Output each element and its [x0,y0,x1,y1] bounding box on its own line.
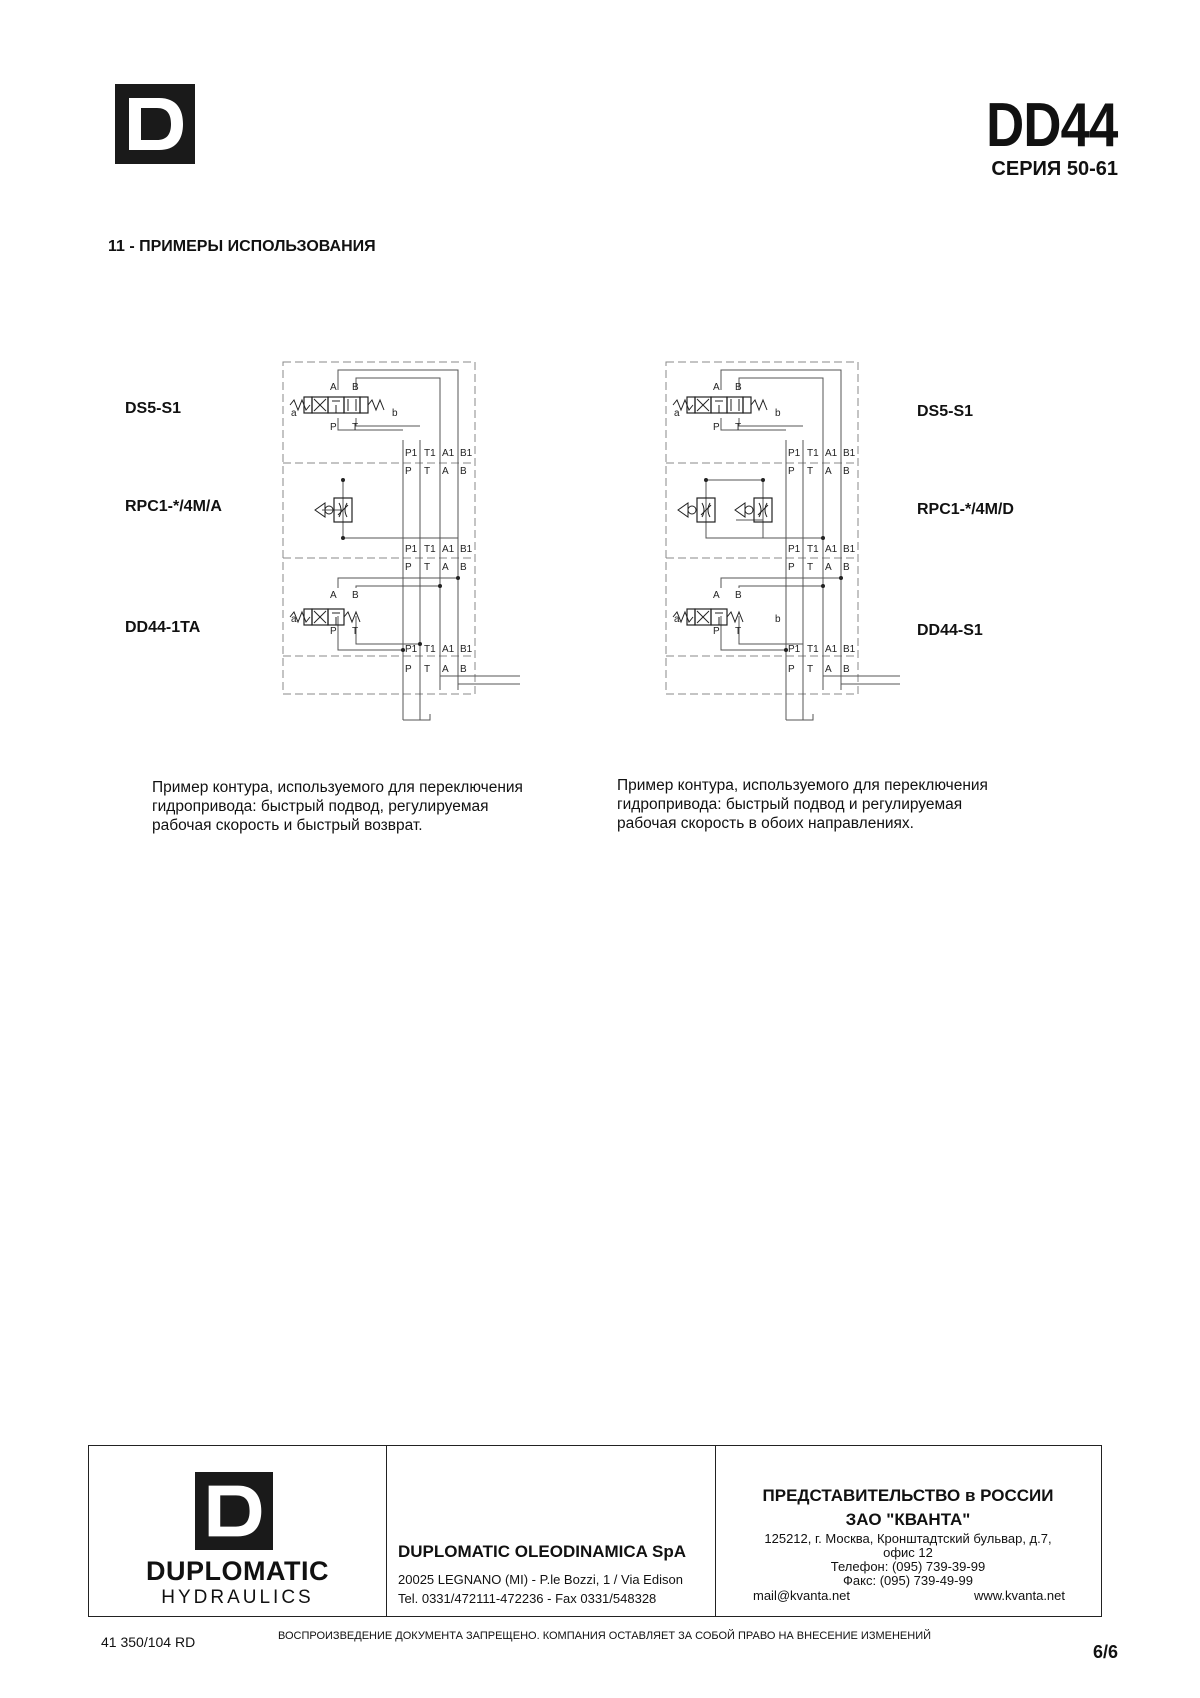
svg-text:B: B [460,562,467,573]
svg-text:T: T [424,664,431,675]
svg-text:a: a [291,408,297,419]
right-caption: Пример контура, используемого для переключения гидропривода: быстрый подвод и регулируемая рабочая скорость в обоих направлениях. [617,777,988,832]
svg-text:A: A [825,664,832,675]
svg-text:b: b [392,408,398,419]
svg-text:B1: B1 [460,644,473,655]
footer-brand-cell [89,1446,387,1616]
document-number: 41 350/104 RD [101,1634,196,1650]
svg-text:P1: P1 [405,448,418,459]
svg-text:P: P [713,422,720,433]
svg-text:a: a [291,614,297,625]
right-label-rpc1: RPC1-*/4M/D [917,501,1014,518]
svg-text:A1: A1 [825,544,838,555]
svg-text:A1: A1 [442,544,455,555]
svg-text:B: B [460,466,467,477]
svg-text:T: T [807,466,814,477]
page-number: 6/6 [1092,1642,1118,1662]
svg-text:b: b [775,614,781,625]
duplomatic-footer-logo [195,1472,273,1550]
svg-text:P1: P1 [788,448,801,459]
svg-text:T1: T1 [424,544,436,555]
svg-text:B: B [843,562,850,573]
left-caption: Пример контура, используемого для переключения гидропривода: быстрый подвод, регулируемая рабочая скорость и быстрый возврат. [152,779,523,834]
svg-text:A: A [713,382,720,393]
section-title: 11 - ПРИМЕРЫ ИСПОЛЬЗОВАНИЯ [108,238,376,255]
svg-text:P1: P1 [405,544,418,555]
svg-text:P1: P1 [788,544,801,555]
svg-text:A: A [442,466,449,477]
svg-text:T1: T1 [424,448,436,459]
svg-text:A: A [825,466,832,477]
svg-text:T1: T1 [807,544,819,555]
svg-text:T1: T1 [807,644,819,655]
rep-email: mail@kvanta.net [753,1588,851,1603]
svg-text:T: T [424,466,431,477]
svg-text:T1: T1 [807,448,819,459]
svg-text:T: T [735,626,742,637]
svg-text:P1: P1 [788,644,801,655]
series-subtitle: СЕРИЯ 50-61 [991,158,1118,180]
svg-text:A1: A1 [825,448,838,459]
svg-text:B1: B1 [460,448,473,459]
svg-text:A1: A1 [442,448,455,459]
svg-text:P: P [330,422,337,433]
svg-text:A: A [330,590,337,601]
svg-text:T: T [807,562,814,573]
svg-text:P: P [405,466,412,477]
right-label-dd44: DD44-S1 [917,622,983,639]
svg-text:b: b [775,408,781,419]
hydraulic-diagrams [0,350,1200,740]
svg-text:B1: B1 [843,644,856,655]
svg-text:P: P [330,626,337,637]
svg-text:T1: T1 [424,644,436,655]
duplomatic-logo [115,84,195,164]
svg-text:P: P [713,626,720,637]
svg-text:a: a [674,614,680,625]
rep-address: 125212, г. Москва, Кронштадтский бульвар, д.7, офис 12 Телефон: (095) 739-39-99 Факс: (095) 739-49-99 [764,1531,1052,1588]
footer-company-cell [386,1446,716,1616]
left-label-ds5: DS5-S1 [125,400,182,417]
svg-text:A: A [442,562,449,573]
svg-text:P1: P1 [405,644,418,655]
company-name: DUPLOMATIC OLEODINAMICA SpA [398,1542,687,1561]
svg-text:P: P [788,664,795,675]
right-label-ds5: DS5-S1 [917,403,974,420]
svg-text:T: T [735,422,742,433]
footer-box [88,1445,1102,1617]
model-title: DD44 [986,91,1118,160]
svg-text:B1: B1 [843,448,856,459]
svg-text:B: B [352,382,359,393]
svg-text:a: a [674,408,680,419]
svg-text:T: T [352,422,359,433]
company-address: 20025 LEGNANO (MI) - P.le Bozzi, 1 / Via Edison Tel. 0331/472111-472236 - Fax 0331/548328 [398,1572,683,1606]
svg-text:B: B [352,590,359,601]
brand-subname: HYDRAULICS [161,1587,314,1608]
svg-text:T: T [352,626,359,637]
svg-text:A: A [330,382,337,393]
svg-text:B1: B1 [843,544,856,555]
svg-text:P: P [788,562,795,573]
svg-text:B: B [460,664,467,675]
rep-website: www.kvanta.net [973,1588,1065,1603]
left-label-rpc1: RPC1-*/4M/A [125,498,222,515]
svg-text:P: P [405,562,412,573]
left-label-dd44: DD44-1TA [125,619,201,636]
svg-text:A: A [713,590,720,601]
svg-text:A: A [825,562,832,573]
svg-text:B: B [843,466,850,477]
svg-text:B: B [735,590,742,601]
footer-representative-cell [715,1446,1101,1616]
left-circuit-diagram [283,362,520,720]
rep-title: ПРЕДСТАВИТЕЛЬСТВО в РОССИИ ЗАО "КВАНТА" [762,1486,1054,1529]
svg-text:B: B [735,382,742,393]
right-circuit-diagram [666,362,900,720]
svg-text:A1: A1 [442,644,455,655]
svg-text:B1: B1 [460,544,473,555]
svg-text:B: B [843,664,850,675]
brand-name: DUPLOMATIC [146,1556,329,1586]
copyright-notice: ВОСПРОИЗВЕДЕНИЕ ДОКУМЕНТА ЗАПРЕЩЕНО. КОМПАНИЯ ОСТАВЛЯЕТ ЗА СОБОЙ ПРАВО НА ВНЕСЕНИЕ ИЗМЕНЕНИЙ [278,1630,932,1642]
svg-text:T: T [424,562,431,573]
svg-text:A1: A1 [825,644,838,655]
svg-text:P: P [788,466,795,477]
svg-text:A: A [442,664,449,675]
svg-text:P: P [405,664,412,675]
svg-text:T: T [807,664,814,675]
